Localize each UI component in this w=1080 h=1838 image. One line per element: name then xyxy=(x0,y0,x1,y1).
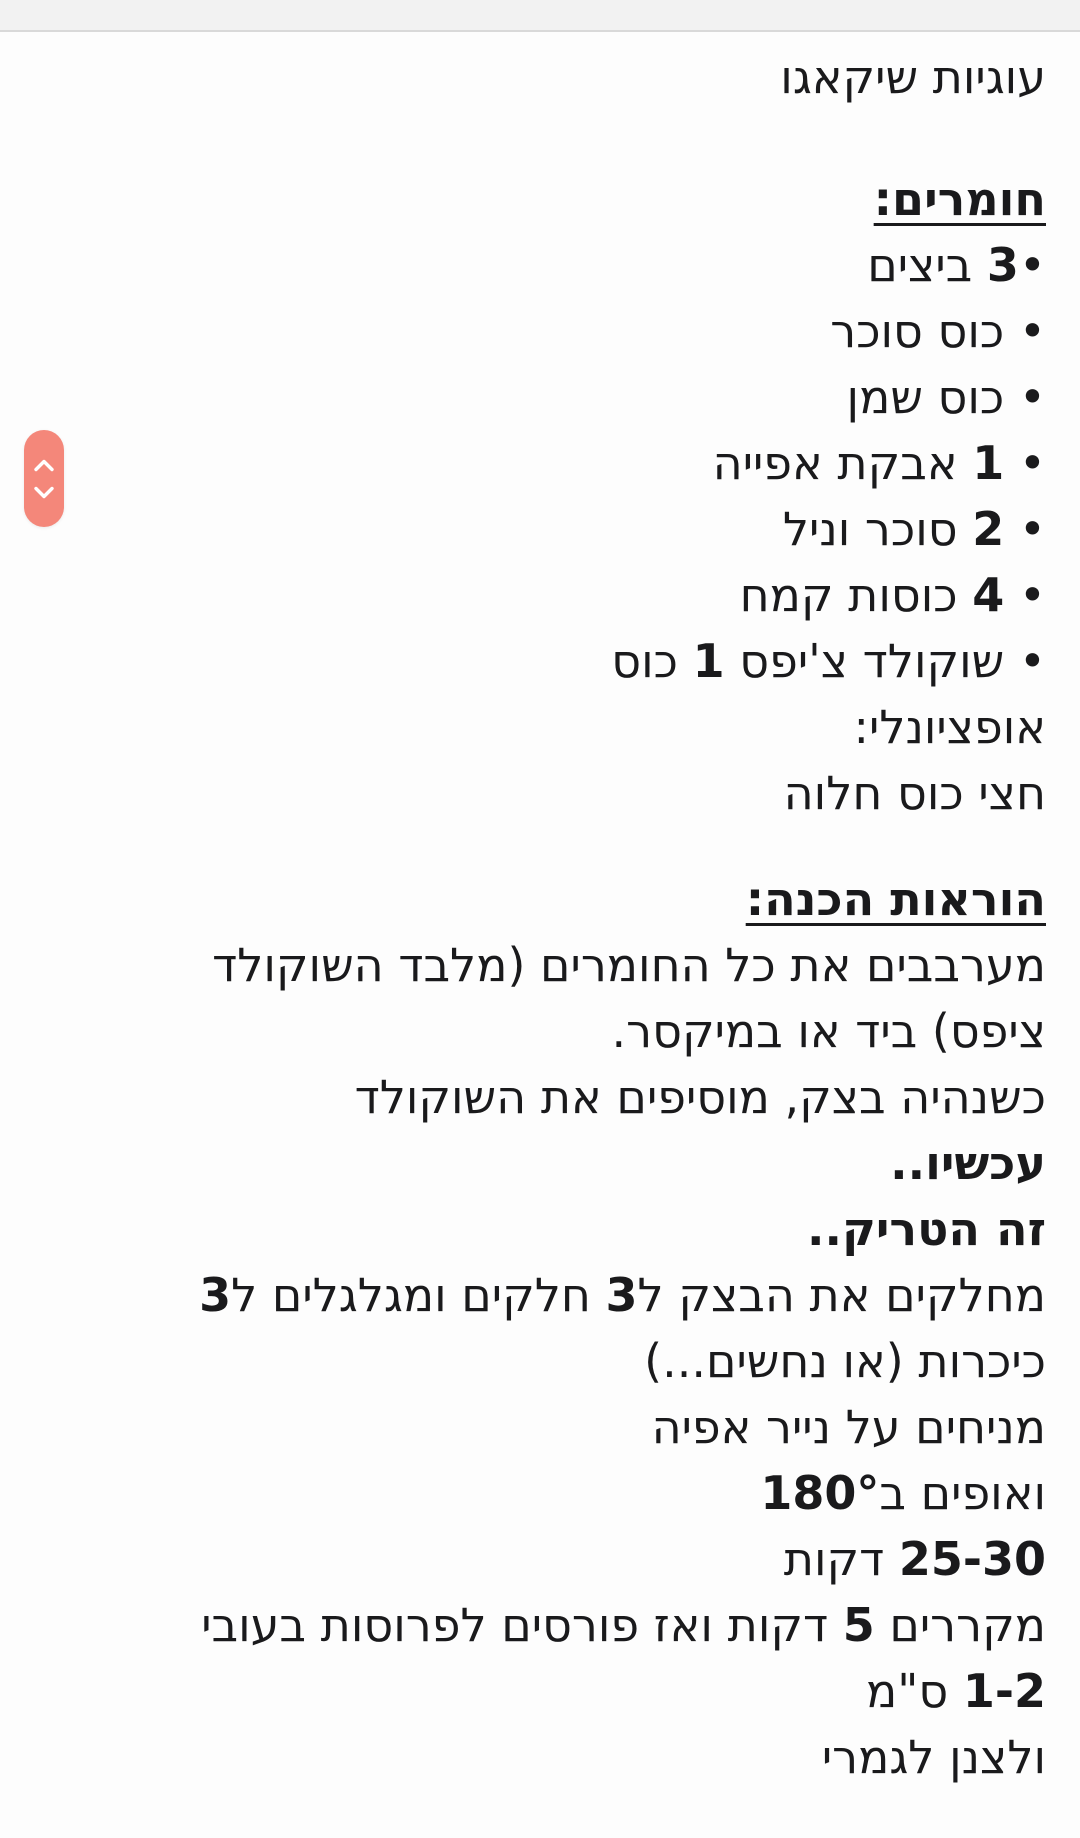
scroll-up-button[interactable] xyxy=(33,458,55,472)
ingredient-item: • 2 סוכר וניל xyxy=(782,502,1046,556)
ingredient-item: • 4 כוסות קמח xyxy=(739,568,1046,622)
top-divider xyxy=(0,0,1080,32)
instruction-line: 1-2 ס"מ xyxy=(866,1664,1046,1718)
ingredient-item: חצי כוס חלוה xyxy=(783,766,1046,820)
instruction-line: ולצנן לגמרי xyxy=(821,1730,1046,1784)
ingredient-item: • שוקולד צ'יפס 1 כוס xyxy=(611,634,1046,688)
ingredient-item: • כוס סוכר xyxy=(830,304,1046,358)
instructions-header: הוראות הכנה: xyxy=(745,872,1046,926)
instruction-line: מחלקים את הבצק ל3 חלקים ומגלגלים ל3 xyxy=(199,1268,1046,1322)
ingredients-header: חומרים: xyxy=(873,172,1046,226)
recipe-note-content xyxy=(0,32,1080,1790)
instructions-section xyxy=(20,866,1046,1790)
ingredient-item: • כוס שמן xyxy=(846,370,1046,424)
recipe-title: עוגיות שיקאגו xyxy=(780,50,1046,104)
instruction-line-emphasis: זה הטריק.. xyxy=(807,1202,1046,1256)
scroll-widget[interactable] xyxy=(24,430,64,527)
ingredients-section xyxy=(20,166,1046,826)
instruction-line: 25-30 דקות xyxy=(783,1532,1046,1586)
ingredient-optional-label: אופציונלי: xyxy=(853,700,1046,754)
ingredient-item: •3 ביצים xyxy=(867,238,1046,292)
chevron-up-icon xyxy=(33,458,55,472)
instruction-line: מקררים 5 דקות ואז פורסים לפרוסות בעובי xyxy=(201,1598,1046,1652)
instruction-line: ואופים ב180° xyxy=(760,1466,1046,1520)
scroll-down-button[interactable] xyxy=(33,486,55,500)
instruction-line-emphasis: עכשיו.. xyxy=(890,1136,1046,1190)
instruction-line: מערבבים את כל החומרים (מלבד השוקולד xyxy=(212,938,1046,992)
chevron-down-icon xyxy=(33,486,55,500)
instruction-line: כשנהיה בצק, מוסיפים את השוקולד xyxy=(354,1070,1046,1124)
instruction-line: מניחים על נייר אפיה xyxy=(651,1400,1046,1454)
instruction-line: ציפס) ביד או במיקסר. xyxy=(611,1004,1046,1058)
instruction-line: כיכרות (או נחשים...) xyxy=(644,1334,1046,1388)
ingredient-item: • 1 אבקת אפייה xyxy=(712,436,1046,490)
